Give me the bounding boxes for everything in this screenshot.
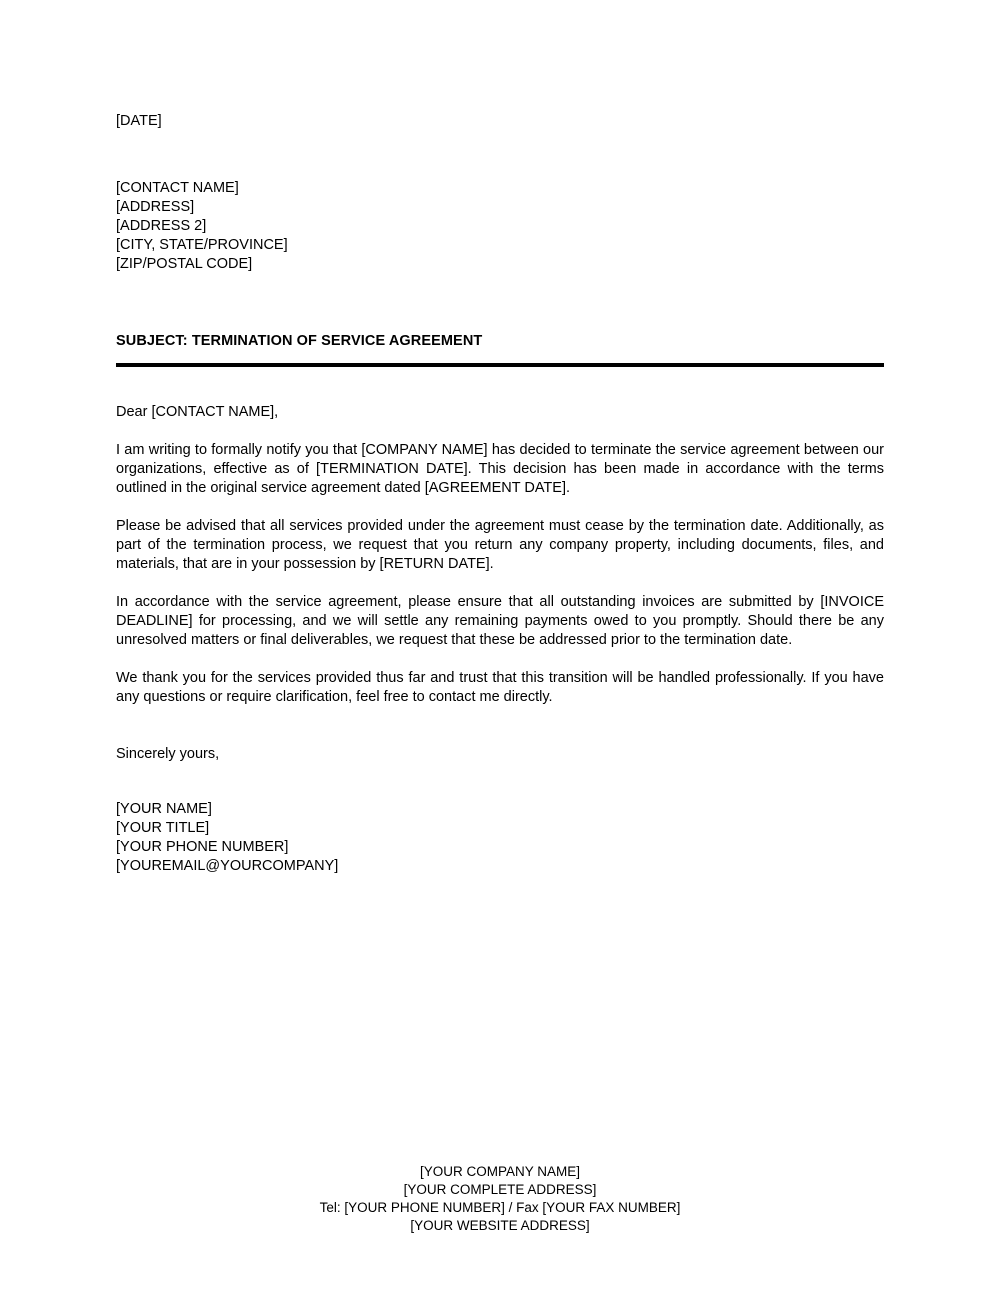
footer-phone-fax: Tel: [YOUR PHONE NUMBER] / Fax [YOUR FAX NUMBER] xyxy=(319,1200,681,1215)
signature-block xyxy=(116,800,884,876)
recipient-city-state: [CITY, STATE/PROVINCE] xyxy=(116,237,288,253)
footer-website: [YOUR WEBSITE ADDRESS] xyxy=(410,1218,590,1233)
date-field: [DATE] xyxy=(116,113,162,129)
signature-phone: [YOUR PHONE NUMBER] xyxy=(116,839,289,855)
body-paragraph-4: We thank you for the services provided thus far and trust that this transition will be handled professionally. If you have any questions or require clarification, feel free to contact me directly. xyxy=(116,670,884,705)
body-paragraph-1: I am writing to formally notify you that [COMPANY NAME] has decided to terminate the service agreement between our organizations, effective as of [TERMINATION DATE]. This decision has been made in accordance with the terms outlined in the original service agreement dated [AGREEMENT DATE]. xyxy=(116,442,884,496)
subject-heading: SUBJECT: TERMINATION OF SERVICE AGREEMENT xyxy=(116,333,483,349)
salutation: Dear [CONTACT NAME], xyxy=(116,404,279,420)
recipient-zip-code: [ZIP/POSTAL CODE] xyxy=(116,256,253,272)
signature-email: [YOUREMAIL@YOURCOMPANY] xyxy=(116,858,339,874)
horizontal-rule xyxy=(116,363,884,367)
page-footer xyxy=(0,1163,1000,1235)
letter-content xyxy=(116,112,884,876)
recipient-address-block xyxy=(116,179,884,274)
closing-salutation: Sincerely yours, xyxy=(116,746,220,762)
footer-address: [YOUR COMPLETE ADDRESS] xyxy=(403,1182,597,1197)
recipient-address-2: [ADDRESS 2] xyxy=(116,218,207,234)
recipient-contact-name: [CONTACT NAME] xyxy=(116,180,239,196)
body-paragraph-3: In accordance with the service agreement, please ensure that all outstanding invoices are submitted by [INVOICE DEADLINE] for processing, and we will settle any remaining payments owed to you promptly. Should there be any unresolved matters or final deliverables, we request that these be addressed prior to the termination date. xyxy=(116,594,884,648)
footer-company-name: [YOUR COMPANY NAME] xyxy=(419,1164,581,1179)
signature-title: [YOUR TITLE] xyxy=(116,820,210,836)
body-paragraph-2: Please be advised that all services provided under the agreement must cease by the termination date. Additionally, as part of the termination process, we request that you return any company property, including documents, files, and materials, that are in your possession by [RETURN DATE]. xyxy=(116,518,884,572)
signature-name: [YOUR NAME] xyxy=(116,801,212,817)
recipient-address-1: [ADDRESS] xyxy=(116,199,195,215)
